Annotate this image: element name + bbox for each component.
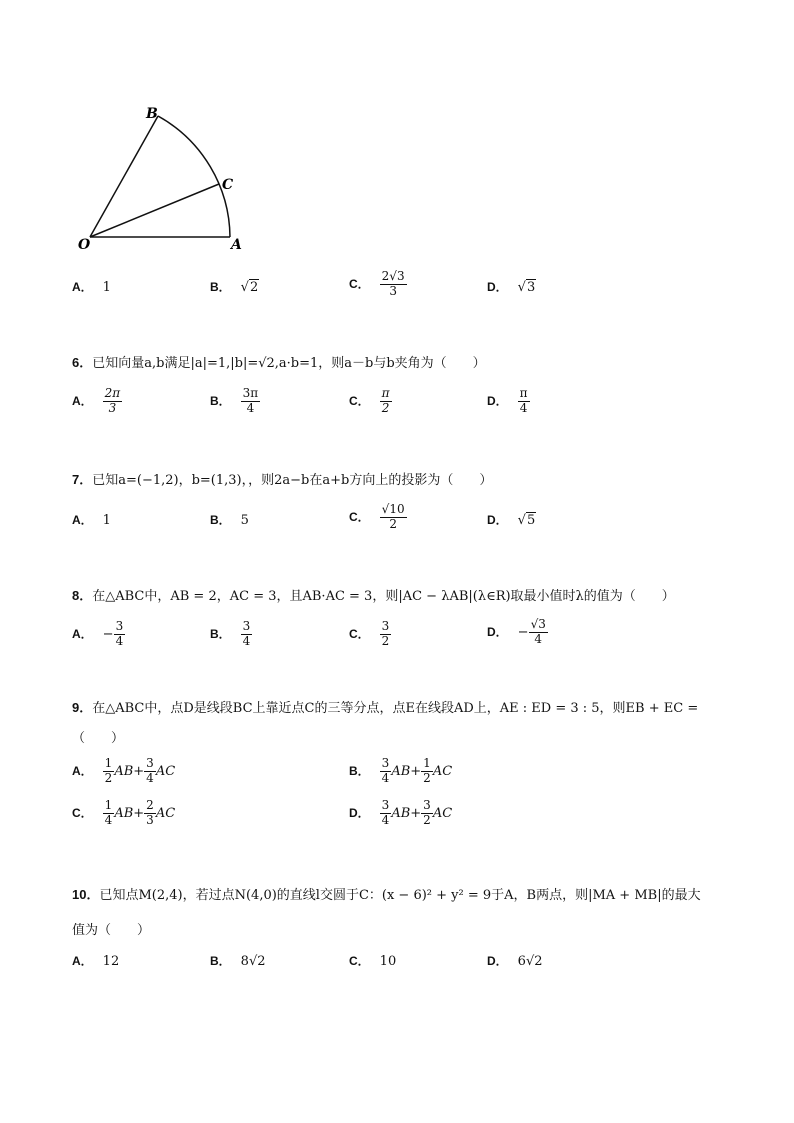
q10-option-b[interactable] bbox=[210, 952, 266, 969]
vector-term: AC bbox=[432, 763, 453, 779]
fraction: $\frac{3}{2}$ bbox=[381, 619, 390, 648]
question-number: 7． bbox=[72, 472, 93, 487]
option-value: 1 bbox=[102, 280, 111, 295]
vector-term: AB bbox=[391, 805, 411, 821]
option-value: 2 bbox=[249, 280, 259, 295]
plus-sign: + bbox=[410, 763, 422, 779]
question-stem: 已知点M(2,4)，若过点N(4,0)的直线l交圆于C：(x − 6)² + y² = 9于A，B两点，则|MA + MB|的最大 bbox=[99, 888, 701, 903]
q8-option-c[interactable] bbox=[349, 620, 391, 649]
option-label: D． bbox=[487, 624, 508, 639]
option-value: 3 bbox=[526, 280, 536, 295]
option-label: B． bbox=[210, 513, 231, 527]
minus-sign: − bbox=[102, 626, 114, 642]
option-value: 1 bbox=[102, 513, 111, 528]
fraction: $\frac{1}{4}$ bbox=[104, 798, 113, 827]
fraction: $\frac{2\pi}{3}$ bbox=[104, 386, 121, 415]
option-label: B． bbox=[210, 954, 231, 968]
question-10-cont bbox=[72, 919, 150, 938]
fraction: $\frac{1}{2}$ bbox=[423, 756, 431, 785]
fraction: $\frac{3}{4}$ bbox=[381, 756, 390, 785]
question-stem: 已知向量a,b满足|a|=1,|b|=√2,a·b=1，则a－b与b夹角为（ ） bbox=[92, 356, 486, 371]
q8-option-b[interactable] bbox=[210, 620, 252, 649]
question-number: 6． bbox=[72, 355, 93, 370]
sqrt-symbol: √ bbox=[517, 280, 526, 295]
q5-option-d[interactable] bbox=[487, 278, 536, 295]
minus-sign: − bbox=[517, 624, 529, 640]
option-label: A． bbox=[72, 626, 93, 641]
question-stem: 在△ABC中，点D是线段BC上靠近点C的三等分点，点E在线段AD上，AE : ED = 3 : 5，则EB + EC = bbox=[92, 701, 699, 716]
option-value: 12 bbox=[102, 954, 120, 969]
sqrt-symbol: √ bbox=[517, 513, 526, 528]
q6-option-a[interactable] bbox=[72, 387, 122, 416]
option-label: B． bbox=[210, 280, 231, 294]
fraction: $\frac{√10}{2}$ bbox=[381, 502, 405, 531]
q9-option-d[interactable] bbox=[349, 799, 452, 828]
sqrt-symbol: √ bbox=[240, 280, 249, 295]
vector-term: AB bbox=[391, 763, 411, 779]
segment-OB bbox=[90, 116, 158, 237]
question-number: 9． bbox=[72, 700, 93, 715]
arc-AB bbox=[158, 116, 230, 237]
sector-figure bbox=[70, 100, 260, 260]
option-label: B． bbox=[210, 393, 231, 408]
label-B: B bbox=[146, 106, 158, 122]
plus-sign: + bbox=[410, 805, 422, 821]
fraction: $\frac{3\pi}{4}$ bbox=[242, 386, 259, 415]
option-value: 5 bbox=[240, 513, 249, 528]
q6-option-d[interactable] bbox=[487, 387, 530, 416]
option-label: C． bbox=[72, 805, 93, 820]
option-value: 6√2 bbox=[517, 954, 543, 969]
q9-option-b[interactable] bbox=[349, 757, 452, 786]
q10-option-d[interactable] bbox=[487, 952, 543, 969]
q10-option-a[interactable] bbox=[72, 952, 119, 969]
question-number: 10． bbox=[72, 887, 100, 902]
vector-term: AC bbox=[155, 763, 176, 779]
option-label: A． bbox=[72, 513, 93, 527]
question-number: 8． bbox=[72, 588, 93, 603]
option-label: D． bbox=[349, 805, 370, 820]
question-10 bbox=[72, 884, 701, 903]
q8-option-d[interactable] bbox=[487, 618, 548, 647]
vector-term: AC bbox=[432, 805, 453, 821]
q7-option-d[interactable] bbox=[487, 511, 536, 528]
question-6 bbox=[72, 352, 486, 371]
option-label: C． bbox=[349, 626, 370, 641]
question-9 bbox=[72, 697, 698, 716]
option-value: 8√2 bbox=[240, 954, 266, 969]
option-label: A． bbox=[72, 763, 93, 778]
option-label: C． bbox=[349, 276, 370, 291]
option-value: 10 bbox=[379, 954, 397, 969]
q9-option-c[interactable] bbox=[72, 799, 175, 828]
fraction: $\frac{1}{2}$ bbox=[104, 756, 113, 785]
option-value: 5 bbox=[526, 513, 536, 528]
q5-option-b[interactable] bbox=[210, 278, 259, 295]
question-stem: 在△ABC中，AB = 2，AC = 3，且AB·AC = 3，则|AC − λAB|(λ∈R)取最小值时λ的值为（ ） bbox=[92, 589, 675, 604]
option-label: A． bbox=[72, 280, 93, 294]
question-9-cont bbox=[72, 727, 124, 746]
q5-option-a[interactable] bbox=[72, 278, 111, 295]
fraction: $\frac{2}{3}$ bbox=[146, 798, 154, 827]
fraction: $\frac{3}{4}$ bbox=[242, 619, 251, 648]
fraction: $\frac{3}{4}$ bbox=[146, 756, 154, 785]
q5-option-c[interactable] bbox=[349, 270, 407, 299]
label-O: O bbox=[78, 237, 91, 253]
option-label: A． bbox=[72, 954, 93, 968]
label-A: A bbox=[231, 237, 242, 253]
q10-option-c[interactable] bbox=[349, 952, 396, 969]
q7-option-a[interactable] bbox=[72, 511, 111, 528]
option-label: D． bbox=[487, 513, 508, 527]
fraction: $\frac{3}{2}$ bbox=[423, 798, 431, 827]
segment-OC bbox=[90, 184, 219, 237]
question-stem-cont: 值为（ ） bbox=[72, 923, 151, 938]
q7-option-b[interactable] bbox=[210, 511, 249, 528]
vector-term: AC bbox=[155, 805, 176, 821]
fraction: $\frac{3}{4}$ bbox=[381, 798, 390, 827]
fraction: $\frac{2√3}{3}$ bbox=[381, 269, 405, 298]
q8-option-a[interactable] bbox=[72, 620, 125, 649]
option-label: D． bbox=[487, 954, 508, 968]
option-label: B． bbox=[210, 626, 231, 641]
label-C: C bbox=[222, 177, 234, 193]
fraction: $\frac{\pi}{4}$ bbox=[519, 386, 528, 415]
question-7 bbox=[72, 469, 492, 488]
q6-option-c[interactable] bbox=[349, 387, 392, 416]
q6-option-b[interactable] bbox=[210, 387, 260, 416]
option-label: D． bbox=[487, 280, 508, 294]
question-8 bbox=[72, 585, 675, 604]
option-label: A． bbox=[72, 393, 93, 408]
fraction: $\frac{\pi}{2}$ bbox=[381, 386, 390, 415]
fraction: $\frac{3}{4}$ bbox=[115, 619, 124, 648]
plus-sign: + bbox=[133, 763, 145, 779]
option-label: C． bbox=[349, 393, 370, 408]
question-stem: 已知a=(−1,2)，b=(1,3)，，则2a−b在a+b方向上的投影为（ ） bbox=[92, 473, 493, 488]
answer-blank: （ ） bbox=[72, 731, 125, 746]
option-label: B． bbox=[349, 763, 370, 778]
q9-option-a[interactable] bbox=[72, 757, 175, 786]
vector-term: AB bbox=[114, 763, 134, 779]
plus-sign: + bbox=[133, 805, 145, 821]
option-label: C． bbox=[349, 509, 370, 524]
fraction: $\frac{√3}{4}$ bbox=[530, 617, 546, 646]
option-label: C． bbox=[349, 954, 370, 968]
q7-option-c[interactable] bbox=[349, 503, 407, 532]
option-label: D． bbox=[487, 393, 508, 408]
vector-term: AB bbox=[114, 805, 134, 821]
